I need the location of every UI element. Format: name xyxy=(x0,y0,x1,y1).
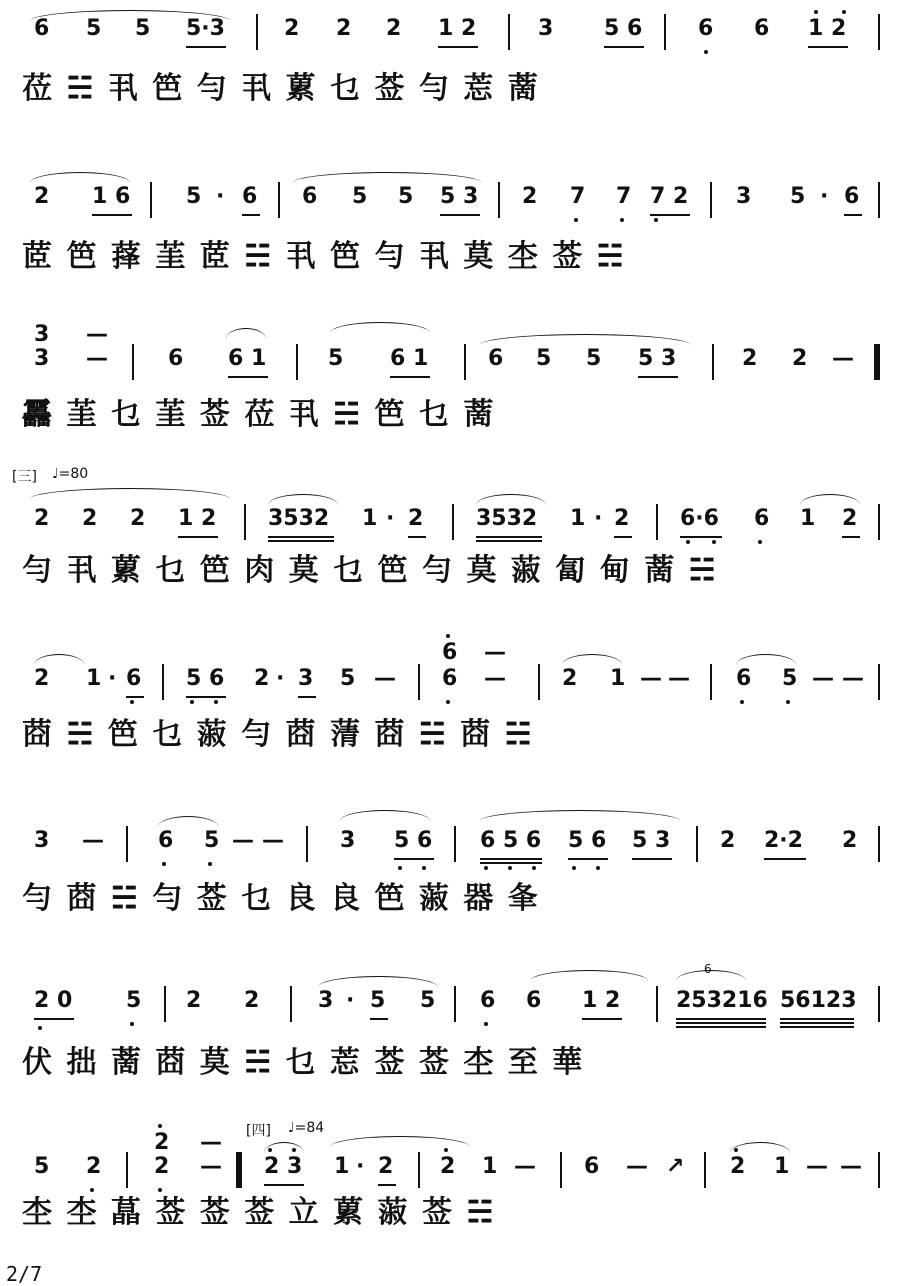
tablature-line: 茝 笆 萚 茥 茝 ☵ 丮 笆 勻 丮 莫 杢 莶 ☵ xyxy=(22,239,626,274)
tablature-line: 伏 拙 蔐 莔 莫 ☵ 乜 莣 莶 莶 杢 至 華 xyxy=(22,1045,585,1080)
notation-line: 2 1 · 6 5 6 2 · 3 5 — 6 — 6 — 2 1 — — 6 5 — — xyxy=(0,668,907,708)
slur xyxy=(800,494,860,505)
slur xyxy=(480,810,680,821)
slur xyxy=(226,328,266,339)
notation-line: 6 5 5 5·3 2 2 2 1 2 3 5 6 6 6 1 2 xyxy=(0,18,907,58)
slur xyxy=(480,334,690,345)
notation-line: 3 — 3 — 6 6 1 5 6 1 6 5 5 5 3 2 2 — xyxy=(0,348,907,388)
notation-line: 3 — 6 5 — — 3 5 6 6 5 6 5 6 5 3 2 2·2 2 xyxy=(0,830,907,870)
slur xyxy=(340,810,430,821)
slur xyxy=(736,654,796,665)
tablature-line: 杢 杢 蕌 莶 莶 莶 立 蔂 蔋 莶 ☵ xyxy=(22,1195,496,1230)
tablature-line: 靐 茥 乜 茥 莶 莅 丮 ☵ 笆 乜 蔐 xyxy=(22,397,496,432)
slur xyxy=(34,654,84,665)
tablature-line: 莔 ☵ 笆 乜 蔋 勻 莔 蔳 莔 ☵ 莔 ☵ xyxy=(22,717,534,752)
tablature-line: 勻 丮 蔂 乜 笆 肉 莫 乜 笆 勻 莫 蔋 匐 甸 蔐 ☵ xyxy=(22,553,718,588)
slur xyxy=(530,970,648,981)
tablature-line: 莅 ☵ 丮 笆 勻 丮 蔂 乜 莶 勻 莣 蔐 xyxy=(22,71,540,106)
notation-line: 2 0 5 2 2 3 · 5 5 6 6 1 2 253216 56123 xyxy=(0,990,907,1030)
slur xyxy=(158,816,218,827)
slur xyxy=(318,976,438,987)
section-marker: [三] xyxy=(12,469,37,485)
tablature-line: 勻 莔 ☵ 勻 莶 乜 良 良 笆 蔋 器 夆 xyxy=(22,881,540,916)
slur xyxy=(730,1142,790,1153)
notation-line: 2 1 6 5 · 6 6 5 5 5 3 2 7 7 7 2 3 5 · 6 xyxy=(0,186,907,226)
notation-line: 5 2 2 — 2 — 2 3 1 · 2 2 1 — 6 — ↗ 2 1 — — xyxy=(0,1156,907,1196)
slur xyxy=(30,488,230,499)
tempo-marking: ♩=80 xyxy=(52,466,89,482)
section-marker: [四] xyxy=(246,1123,271,1139)
slur xyxy=(330,322,430,333)
tuplet-marker: 6 xyxy=(704,962,712,976)
tempo-marking: ♩=84 xyxy=(288,1120,325,1136)
slur xyxy=(330,1136,470,1147)
slur xyxy=(30,172,130,183)
slur xyxy=(476,494,546,505)
page-number: 2/7 xyxy=(6,1262,43,1286)
slur xyxy=(562,654,622,665)
slur xyxy=(268,494,338,505)
slur xyxy=(292,172,482,183)
notation-line: 2 2 2 1 2 3532 1 · 2 3532 1 · 2 6·6 6 1 2 xyxy=(0,508,907,548)
